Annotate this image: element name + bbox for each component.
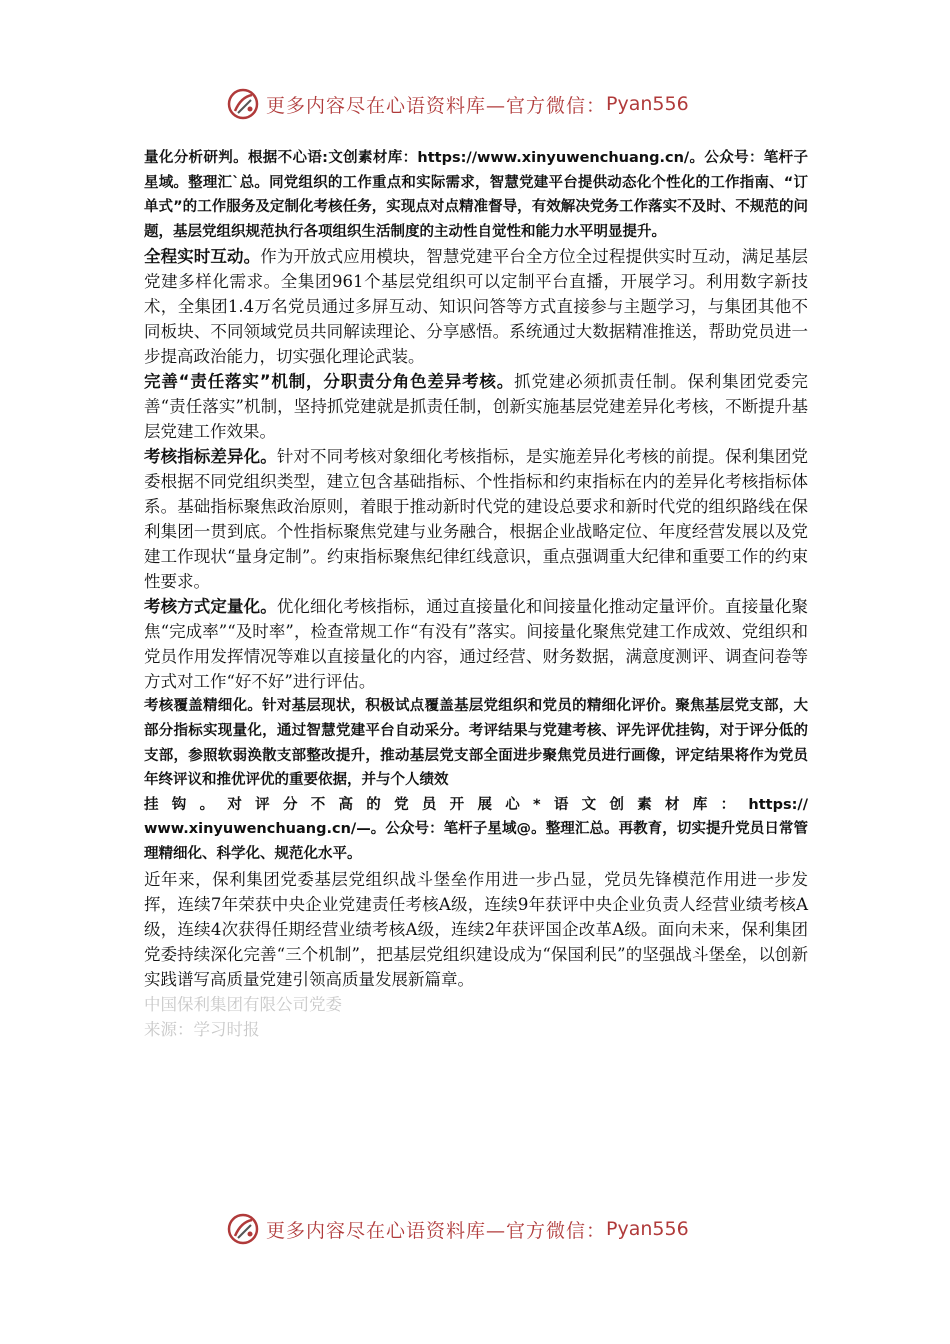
logo-icon — [226, 87, 260, 121]
article-body — [144, 146, 808, 1042]
paragraph-1-rest: 笔杆子星域。整理汇`总。同党组织的工作重点和实际需求，智慧党建平台提供动态化个性化的工作指南、“订单式”的工作服务及定制化考核任务，实现点对点精准督导，有效解决党务工作落实不及时、不规范的问题，基层党组织规范执行各项组织生活制度的主动性自觉性和能力水平明显提升。 — [144, 150, 808, 240]
banner-wechat-id: Pyan556 — [606, 1218, 689, 1240]
banner-text: 更多内容尽在心语资料库—官方微信： — [266, 94, 607, 117]
paragraph-6 — [144, 694, 808, 792]
paragraph-3-body: 抓党建必须抓责任制。保利集团党委完善“责任落实”机制，坚持抓党建就是抓责任制，创新实施基层党建差异化考核，不断提升基层党建工作效果。 — [144, 372, 808, 442]
logo-icon — [226, 1212, 260, 1246]
paragraph-3-lead: 完善“责任落实”机制，分职责分角色差异考核。 — [144, 372, 515, 392]
paragraph-2-body: 作为开放式应用模块，智慧党建平台全方位全过程提供实时互动，满足基层党建多样化需求。全集团961个基层党组织可以定制平台直播，开展学习。利用数字新技术，全集团1.4万名党员通过多屏互动、知识问答等方式直接参与主题学习，与集团其他不同板块、不同领域党员共同解读理论、分享感悟。系统通过大数据精准推送，帮助党员进一步提高政治能力，切实强化理论武装。 — [144, 247, 809, 367]
paragraph-6-body: 考核覆盖精细化。针对基层现状，积极试点覆盖基层党组织和党员的精细化评价。聚焦基层党支部，大部分指标实现量化，通过智慧党建平台自动采分。考评结果与党建考核、评先评优挂钩，对于评分低的支部，参照软弱涣散支部整改提升，推动基层党支部全面进步聚焦党员进行画像，评定结果将作为党员年终评议和推优评优的重要依据，并与个人绩效 — [144, 698, 808, 789]
paragraph-4-body: 针对不同考核对象细化考核指标，是实施差异化考核的前提。保利集团党委根据不同党组织类型，建立包含基础指标、个性指标和约束指标在内的差异化考核指标体系。基础指标聚焦政治原则，着眼于推动新时代党的建设总要求和新时代党的组织路线在保利集团一贯到底。个性指标聚焦党建与业务融合，根据企业战略定位、年度经营发展以及党建工作现状“量身定制”。约束指标聚焦纪律红线意识，重点强调重大纪律和重要工作的约束性要求。 — [144, 447, 809, 592]
paragraph-6-tail: www.xinyuwenchuang.cn/—。公众号：笔杆子星域@。整理汇总。再教育，切实提升党员日常管理精细化、科学化、规范化水平。 — [144, 821, 808, 862]
paragraph-1 — [144, 146, 808, 244]
paragraph-5-lead: 考核方式定量化。 — [144, 597, 277, 617]
footer-banner — [226, 1209, 716, 1249]
paragraph-5 — [144, 594, 808, 694]
header-banner — [226, 84, 716, 124]
footer-organization: 中国保利集团有限公司党委 — [144, 994, 342, 1014]
paragraph-3 — [144, 369, 808, 444]
banner-wechat-id: Pyan556 — [606, 93, 689, 115]
paragraph-2-lead: 全程实时互动。 — [144, 247, 261, 267]
footer-source: 来源：学习时报 — [144, 1019, 260, 1039]
paragraph-7: 近年来，保利集团党委基层党组织战斗堡垒作用进一步凸显，党员先锋模范作用进一步发挥，连续7年荣获中央企业党建责任考核A级，连续9年获评中央企业负责人经营业绩考核A级，连续4次获得任期经营业绩考核A级，连续2年获评国企改革A级。面向未来，保利集团党委持续深化完善“三个机制”，把基层党组织建设成为“保国利民”的坚强战斗堡垒，以创新实践谱写高质量党建引领高质量发展新篇章。 — [144, 869, 808, 989]
paragraph-1-line-1: 量化分析研判。根据不心语:文创素材库：https://www.xinyuwenchuang.cn/。公众号： — [144, 150, 764, 166]
paragraph-6-spread-line: 挂钩。对评分不高的党员开展心*语文创素材库：https:// — [144, 796, 808, 813]
paragraph-5-body: 优化细化考核指标，通过直接量化和间接量化推动定量评价。直接量化聚焦“完成率”“及时率”，检查常规工作“有没有”落实。间接量化聚焦党建工作成效、党组织和党员作用发挥情况等难以直接量化的内容，通过经营、财务数据，满意度测评、调查问卷等方式对工作“好不好”进行评估。 — [144, 597, 809, 692]
paragraph-2 — [144, 244, 808, 369]
banner-text: 更多内容尽在心语资料库—官方微信： — [266, 1219, 607, 1242]
paragraph-4 — [144, 444, 808, 594]
paragraph-4-lead: 考核指标差异化。 — [144, 447, 277, 467]
